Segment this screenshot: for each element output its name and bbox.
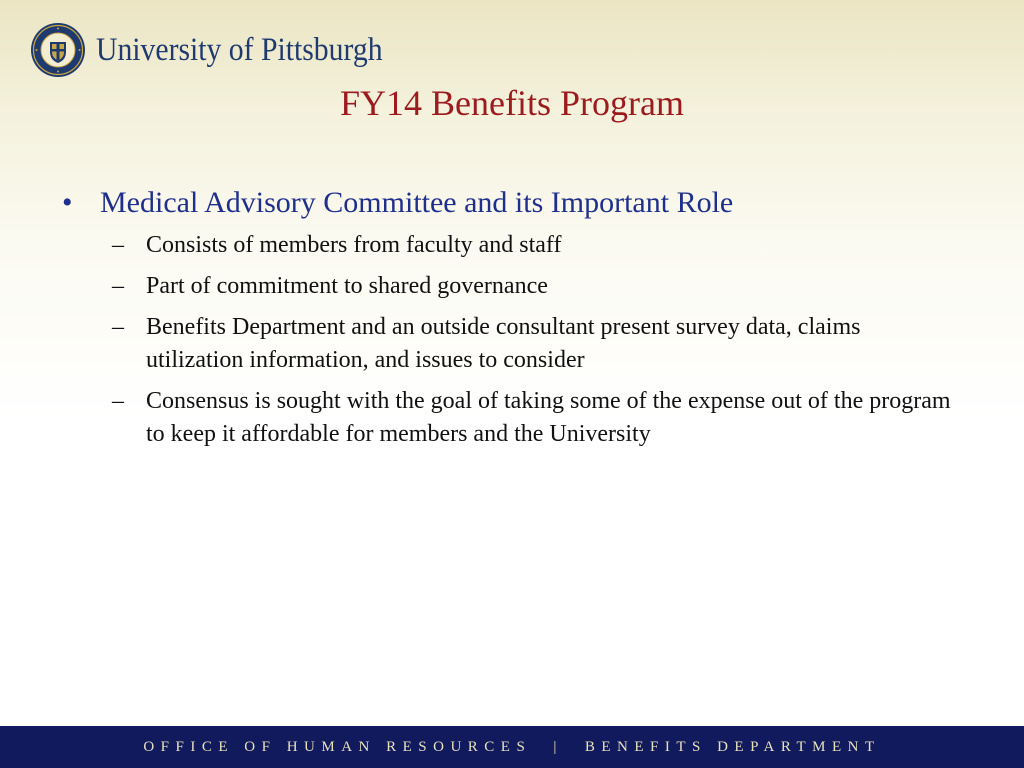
footer-separator: |	[553, 738, 563, 755]
footer-bar	[0, 726, 1024, 768]
sub-bullet-text: Part of commitment to shared governance	[146, 272, 548, 299]
bullet-text: Medical Advisory Committee and its Important Role	[100, 186, 734, 219]
sub-bullet-text: Consists of members from faculty and staff	[146, 231, 562, 258]
sub-bullet-item	[112, 311, 952, 377]
bullet-marker: •	[62, 186, 73, 219]
sub-bullet-item	[112, 270, 952, 303]
footer-department-label: BENEFITS DEPARTMENT	[584, 738, 881, 755]
dash-marker: –	[112, 231, 124, 258]
sub-bullet-list	[112, 229, 952, 451]
sub-bullet-text: Benefits Department and an outside consultant present survey data, claims utilization information, and issues to consider	[146, 313, 861, 373]
university-seal-icon	[30, 22, 86, 78]
bullet-item	[62, 186, 962, 221]
sub-bullet-text: Consensus is sought with the goal of taking some of the expense out of the program to keep it affordable for members and the University	[146, 387, 951, 447]
dash-marker: –	[112, 313, 124, 340]
dash-marker: –	[112, 387, 124, 414]
dash-marker: –	[112, 272, 124, 299]
slide-title: FY14 Benefits Program	[340, 83, 684, 123]
sub-bullet-item	[112, 229, 952, 262]
sub-bullet-item	[112, 385, 952, 451]
slide-content	[62, 186, 962, 459]
footer-office-label: OFFICE OF HUMAN RESOURCES	[143, 738, 532, 755]
university-wordmark: University of Pittsburgh	[96, 31, 383, 68]
header	[30, 20, 414, 80]
